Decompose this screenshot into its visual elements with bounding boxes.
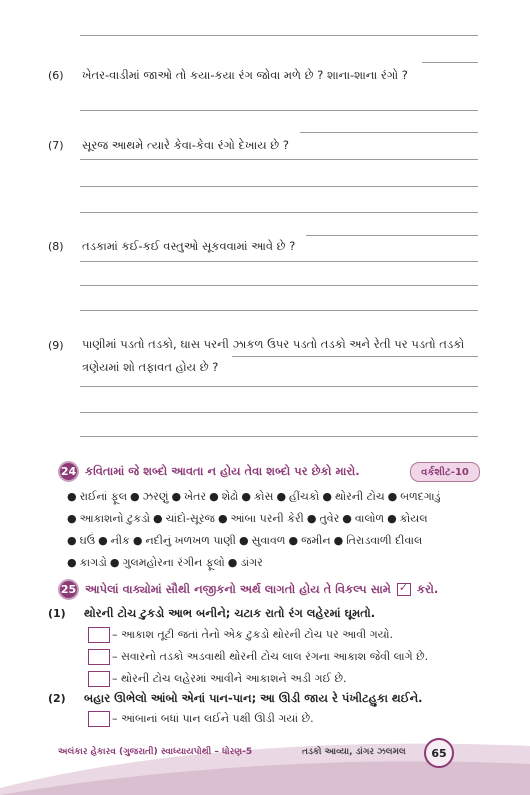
answer-line (80, 436, 478, 437)
answer-line (80, 310, 478, 311)
word-list-row (64, 512, 428, 526)
question-text: ખેતર-વાડીમાં જાઓ તો કયા-કયા રંગ જોવા મળે છે ? શાના-શાના રંગો ? (82, 68, 408, 82)
option-text: – આંબાનાં બધાં પાન લઈને પક્ષી ઊડી ગયાં છે. (112, 712, 314, 725)
bullet-icon: ● (238, 534, 249, 547)
section-title: કવિતામાં જે શબ્દો આવતા ન હોય તેવા શબ્દો પર છેકો મારો. (85, 463, 360, 478)
answer-line (80, 386, 478, 387)
footer-chapter-title: તડકો આવ્યા, ડાંગર ઝલમલ (302, 747, 406, 757)
word-item[interactable]: તુવેર (319, 512, 340, 525)
answer-line (306, 235, 478, 236)
word-item[interactable]: નદીનું ખળખળ પાણી (145, 534, 236, 547)
bullet-icon: ● (67, 556, 77, 569)
section-24-header (58, 460, 360, 482)
word-item[interactable]: ગુલમહોરના રંગીન ફૂલો (122, 556, 225, 569)
option-row (88, 648, 428, 666)
bullet-icon: ● (209, 490, 219, 503)
word-list-row (64, 490, 441, 504)
answer-line (80, 110, 478, 111)
bullet-icon: ● (241, 490, 251, 503)
answer-line (80, 412, 478, 413)
bullet-icon: ● (109, 556, 120, 569)
worksheet-tag: વર્કશીટ-10 (410, 462, 480, 482)
word-item[interactable]: હીંચકો (289, 490, 320, 503)
word-item[interactable]: કાગડો (79, 556, 107, 569)
question-number: (2) (48, 692, 66, 705)
answer-line (422, 62, 478, 63)
option-text: – આકાશ તૂટી જતાં તેનો એક ટુકડો થોરની ટોચ પર આવી ગયો. (112, 628, 393, 641)
answer-line (80, 261, 478, 262)
question-text: થોરની ટોચ ટુકડો આભ બનીને; ચટાક રાતો રંગ લહેરમાં ઘૂમતો. (84, 606, 376, 620)
word-item[interactable]: ખેતર (184, 490, 207, 503)
word-item[interactable]: આકાશનો ટુકડો (79, 512, 150, 525)
bullet-icon: ● (227, 556, 238, 569)
word-item[interactable]: શેઢો (221, 490, 239, 503)
option-checkbox[interactable] (88, 627, 110, 643)
word-item[interactable]: કોયલ (399, 512, 428, 525)
checkmark-box-icon (397, 583, 411, 596)
question-number: (6) (48, 69, 64, 82)
word-item[interactable]: સુવાવળ (251, 534, 286, 547)
section-number-badge: 25 (58, 579, 79, 600)
bullet-icon: ● (333, 534, 344, 547)
bullet-icon: ● (132, 534, 143, 547)
answer-line (80, 212, 478, 213)
bullet-icon: ● (276, 490, 287, 503)
answer-line (300, 132, 478, 133)
answer-line (80, 186, 478, 187)
answer-line (80, 285, 478, 286)
option-text: – સવારનો તડકો અડવાથી થોરની ટોચ લાલ રંગના આકાશ જેવી લાગે છે. (112, 650, 429, 663)
question-text-continued: ત્રણેયમાં શો તફાવત હોય છે ? (82, 360, 219, 374)
bullet-icon: ● (306, 512, 317, 525)
word-list-row (64, 534, 422, 548)
question-text: સૂરજ આથમે ત્યારે કેવા-કેવા રંગો દેખાય છે ? (82, 138, 289, 152)
bullet-icon: ● (322, 490, 332, 503)
option-row (88, 710, 314, 728)
question-number: (8) (48, 240, 64, 253)
word-item[interactable]: ઝરણું (142, 490, 169, 503)
word-item[interactable]: કોસ (254, 490, 274, 503)
option-row (88, 626, 393, 644)
question-number: (1) (48, 607, 66, 620)
question-text: પાણીમાં પડતો તડકો, ઘાસ પરની ઝાકળ ઉપર પડતો તડકો અને રેતી પર પડતો તડકો (82, 337, 465, 351)
word-list-row (64, 556, 263, 570)
word-item[interactable]: ચાંદો-સૂરજ (165, 512, 215, 525)
bullet-icon: ● (67, 512, 77, 525)
bullet-icon: ● (387, 490, 398, 503)
bullet-icon: ● (152, 512, 163, 525)
option-row (88, 670, 347, 688)
bullet-icon: ● (67, 534, 77, 547)
option-checkbox[interactable] (88, 649, 110, 665)
bullet-icon: ● (67, 490, 77, 503)
bullet-icon: ● (171, 490, 182, 503)
bullet-icon: ● (98, 534, 108, 547)
option-text: – થોરની ટોચ લહેરમાં આવીને આકાશને અડી ગઈ છે. (112, 672, 347, 685)
section-25-header (58, 578, 438, 600)
answer-line (80, 159, 478, 160)
question-number: (9) (48, 339, 64, 352)
bullet-icon: ● (342, 512, 352, 525)
word-item[interactable]: બળદગાડું (400, 490, 441, 503)
word-item[interactable]: નીક (110, 534, 130, 547)
word-item[interactable]: જમીન (301, 534, 331, 547)
question-number: (7) (48, 139, 64, 152)
answer-line (232, 356, 478, 357)
bullet-icon: ● (217, 512, 228, 525)
question-text: બહાર ઊભેલો આંબો એનાં પાન-પાન; આ ઊડી જાય રે પંખીટહુકા થઈને. (84, 691, 423, 705)
word-item[interactable]: તિરાડવાળી દીવાલ (346, 534, 423, 547)
bullet-icon: ● (387, 512, 397, 525)
option-checkbox[interactable] (88, 711, 110, 727)
section-title-text: આપેલાં વાક્યોમાં સૌથી નજીકનો અર્થ લાગતો હોય તે વિકલ્પ સામે (85, 581, 391, 596)
section-title (85, 582, 438, 597)
footer-book-title: અલંકાર હેકારવ (ગુજરાતી) સ્વાધ્યાયપોથી – ધોરણ-5 (58, 747, 253, 757)
section-title-text-end: કરો. (416, 581, 439, 596)
bullet-icon: ● (288, 534, 299, 547)
section-number-badge: 24 (58, 461, 79, 482)
option-checkbox[interactable] (88, 671, 110, 687)
answer-line (80, 35, 478, 36)
word-item[interactable]: ઘઉં (79, 534, 96, 547)
page-number: 65 (424, 738, 454, 768)
word-item[interactable]: ડાંગર (240, 556, 263, 569)
word-item[interactable]: રાઈનાં ફૂલ (79, 490, 128, 503)
bullet-icon: ● (130, 490, 140, 503)
word-item[interactable]: આંબા પરની કેરી (230, 512, 304, 525)
word-item[interactable]: વાલોળ (354, 512, 385, 525)
word-item[interactable]: થોરની ટોચ (334, 490, 385, 503)
question-text: તડકામાં કઈ-કઈ વસ્તુઓ સૂકવવામાં આવે છે ? (82, 239, 296, 253)
